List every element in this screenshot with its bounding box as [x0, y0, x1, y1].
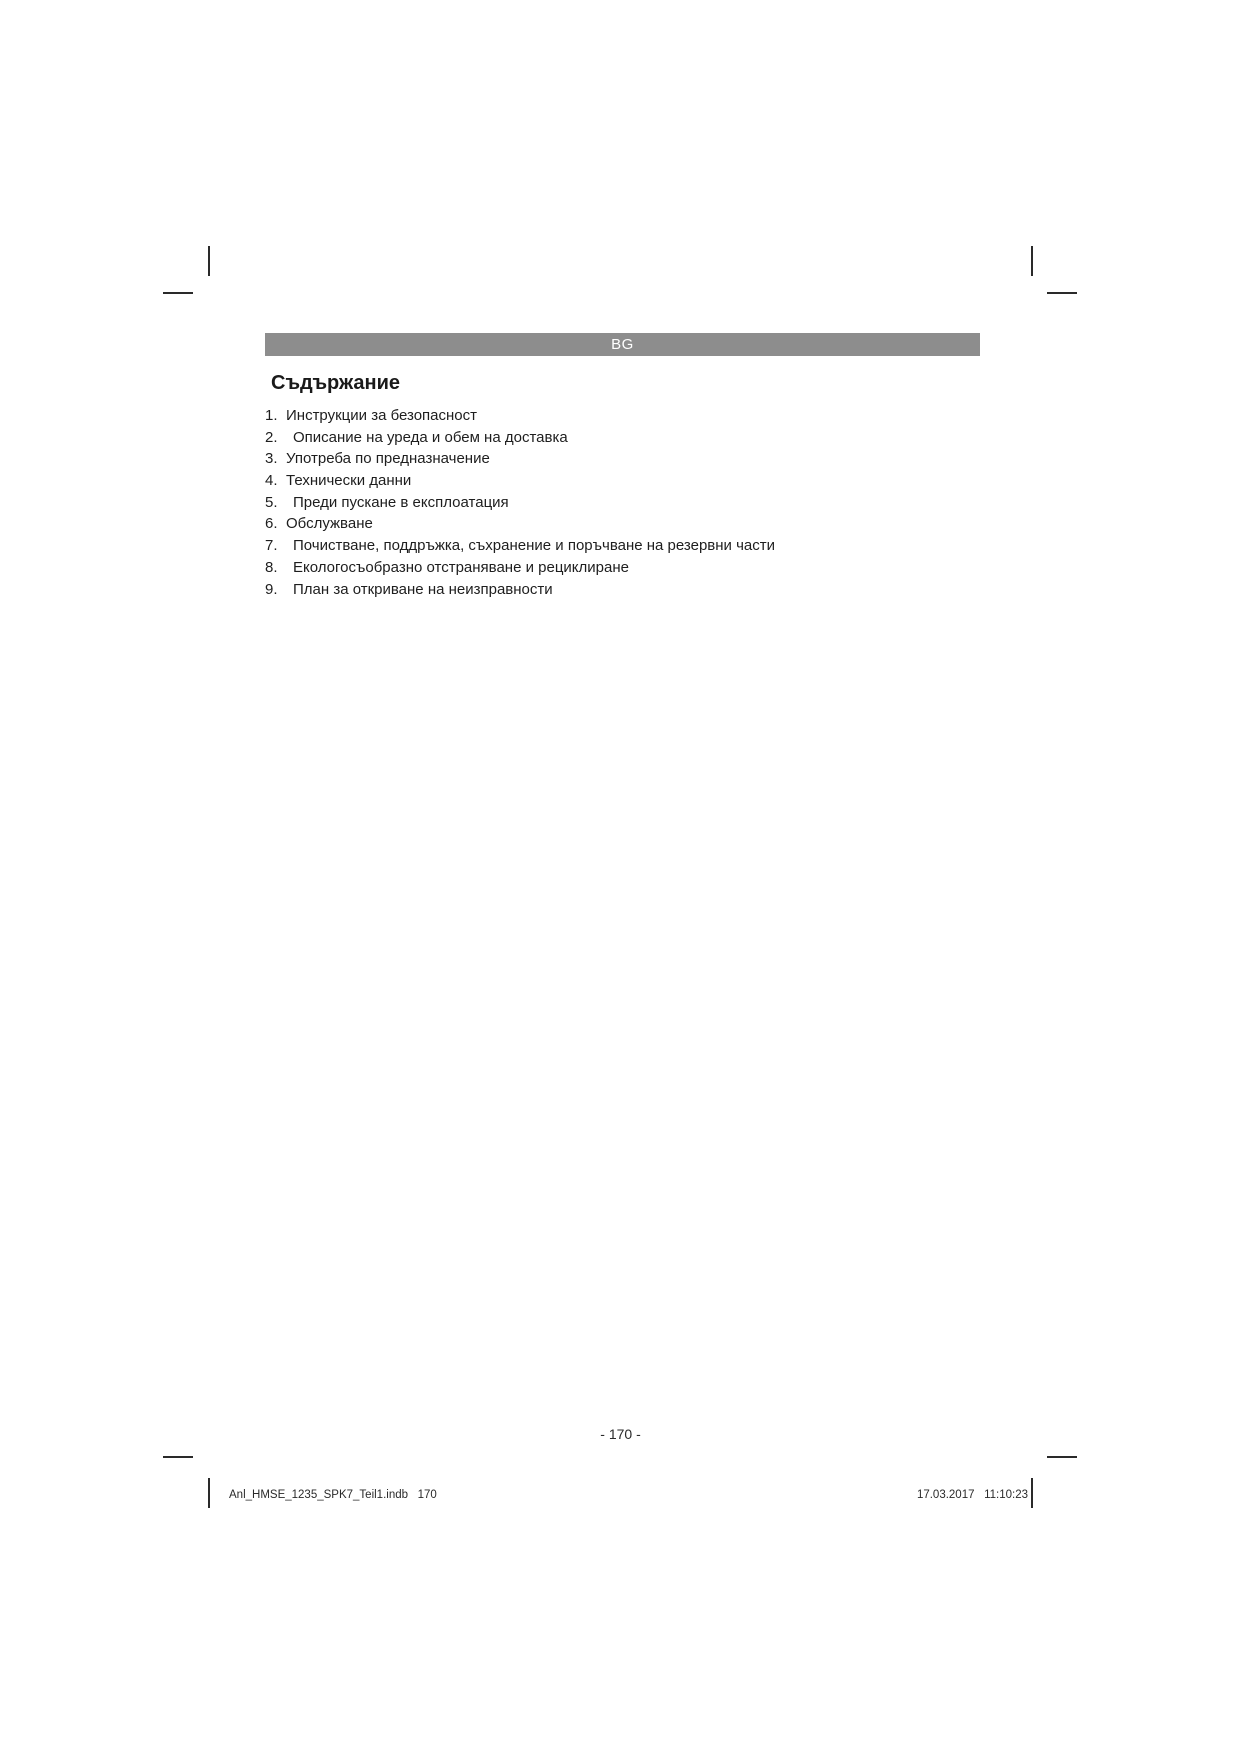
toc-item-label: Екологосъобразно отстраняване и рециклиране	[293, 558, 629, 576]
crop-mark-bottom-right-vertical	[1031, 1478, 1033, 1508]
toc-item-number: 9.	[265, 580, 278, 598]
page-number: - 170 -	[600, 1426, 641, 1442]
crop-mark-top-left-vertical	[208, 246, 210, 276]
toc-item-4	[265, 470, 775, 492]
toc-item-number: 1.	[265, 407, 278, 424]
toc-item-label: Употреба по предназначение	[286, 450, 490, 468]
toc-item-3	[265, 448, 775, 470]
toc-item-label: Обслужване	[286, 515, 373, 533]
toc-item-label: Преди пускане в експлоатация	[293, 493, 509, 511]
toc-item-number: 7.	[265, 537, 278, 555]
toc-item-label: Почистване, поддръжка, съхранение и поръчване на резервни части	[293, 537, 776, 555]
toc-list	[265, 405, 775, 600]
toc-item-8	[265, 557, 775, 579]
crop-mark-top-right-vertical	[1031, 246, 1033, 276]
toc-item-label: План за откриване на неизправности	[293, 580, 553, 598]
toc-item-9	[265, 579, 775, 601]
print-slug-file-name: Anl_HMSE_1235_SPK7_Teil1.indb 170	[229, 1489, 437, 1501]
crop-mark-bottom-left-vertical	[208, 1478, 210, 1508]
toc-title: Съдържание	[271, 372, 401, 394]
toc-item-label: Описание на уреда и обем на доставка	[293, 428, 568, 446]
toc-item-number: 5.	[265, 493, 278, 511]
language-code: BG	[611, 336, 634, 353]
crop-mark-top-left-horizontal	[163, 292, 193, 294]
toc-item-1	[265, 405, 775, 427]
toc-item-number: 4.	[265, 472, 278, 490]
toc-item-5	[265, 492, 775, 514]
crop-mark-bottom-left-horizontal	[163, 1456, 193, 1458]
toc-item-number: 6.	[265, 515, 278, 533]
toc-item-2	[265, 427, 775, 449]
toc-item-number: 8.	[265, 558, 278, 576]
toc-item-6	[265, 513, 775, 535]
crop-mark-top-right-horizontal	[1047, 292, 1077, 294]
language-header-bar	[265, 333, 980, 356]
toc-item-label: Технически данни	[286, 472, 412, 490]
crop-mark-bottom-right-horizontal	[1047, 1456, 1077, 1458]
toc-item-7	[265, 535, 775, 557]
toc-item-number: 2.	[265, 428, 278, 446]
toc-item-label: Инструкции за безопасност	[286, 407, 478, 424]
print-slug-date-time: 17.03.2017 11:10:23	[916, 1489, 1028, 1501]
toc-item-number: 3.	[265, 450, 278, 468]
